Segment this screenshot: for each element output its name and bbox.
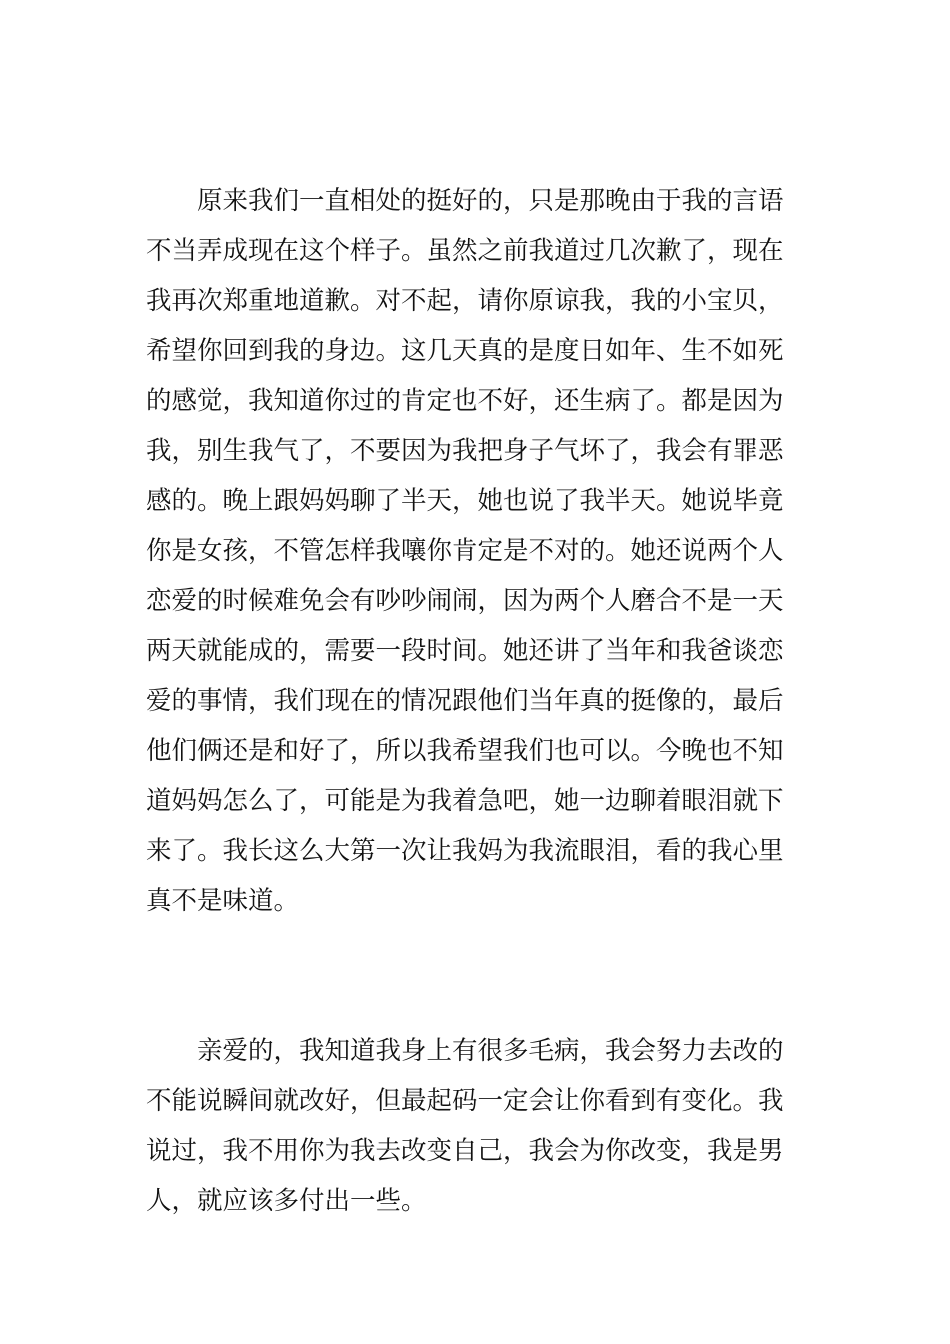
text-line: 两天就能成的，需要一段时间。她还讲了当年和我爸谈恋 bbox=[146, 636, 784, 666]
text-line: 我，别生我气了，不要因为我把身子气坏了，我会有罪恶 bbox=[146, 436, 784, 466]
text-line: 希望你回到我的身边。这几天真的是度日如年、生不如死 bbox=[146, 336, 784, 366]
text-line: 亲爱的，我知道我身上有很多毛病，我会努力去改的 bbox=[197, 1036, 784, 1066]
text-line: 不当弄成现在这个样子。虽然之前我道过几次歉了，现在 bbox=[146, 236, 784, 266]
text-line: 的感觉，我知道你过的肯定也不好，还生病了。都是因为 bbox=[146, 386, 784, 416]
text-line: 恋爱的时候难免会有吵吵闹闹，因为两个人磨合不是一天 bbox=[146, 586, 784, 616]
paragraph-gap bbox=[146, 976, 806, 1026]
text-line: 道妈妈怎么了，可能是为我着急吧，她一边聊着眼泪就下 bbox=[146, 786, 784, 816]
text-line: 你是女孩，不管怎样我嚷你肯定是不对的。她还说两个人 bbox=[146, 536, 784, 566]
paragraph-1 bbox=[146, 176, 806, 926]
paragraph-2 bbox=[146, 1026, 806, 1226]
text-line: 原来我们一直相处的挺好的，只是那晚由于我的言语 bbox=[197, 186, 784, 216]
text-line: 他们俩还是和好了，所以我希望我们也可以。今晚也不知 bbox=[146, 736, 784, 766]
text-line: 说过，我不用你为我去改变自己，我会为你改变，我是男 bbox=[146, 1136, 784, 1166]
paragraph-gap bbox=[146, 926, 806, 976]
text-line: 爱的事情，我们现在的情况跟他们当年真的挺像的，最后 bbox=[146, 686, 784, 716]
document-body bbox=[146, 176, 806, 1226]
text-line: 人，就应该多付出一些。 bbox=[146, 1186, 427, 1216]
text-line: 来了。我长这么大第一次让我妈为我流眼泪，看的我心里 bbox=[146, 836, 784, 866]
text-line: 不能说瞬间就改好，但最起码一定会让你看到有变化。我 bbox=[146, 1086, 784, 1116]
text-line: 感的。晚上跟妈妈聊了半天，她也说了我半天。她说毕竟 bbox=[146, 486, 784, 516]
text-line: 真不是味道。 bbox=[146, 886, 300, 916]
text-line: 我再次郑重地道歉。对不起，请你原谅我，我的小宝贝， bbox=[146, 286, 784, 316]
